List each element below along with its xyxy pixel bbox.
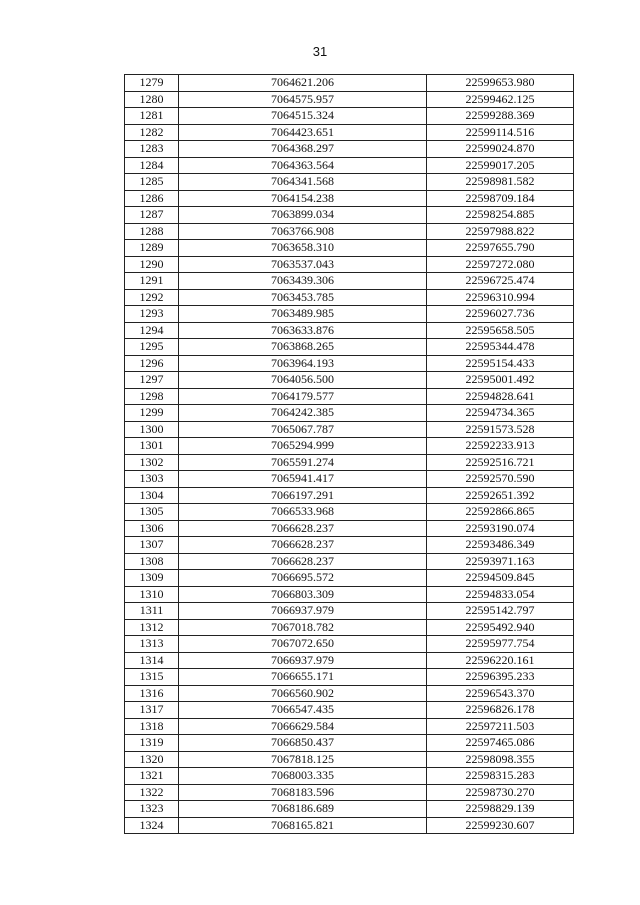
x-coordinate-cell: 7066937.979 [179,603,427,620]
table-row [125,75,574,92]
y-coordinate-cell: 22595658.505 [427,322,574,339]
y-coordinate-cell: 22594509.845 [427,570,574,587]
table-row [125,636,574,653]
table-row [125,801,574,818]
point-number-cell: 1280 [125,91,179,108]
y-coordinate-cell: 22599288.369 [427,108,574,125]
y-coordinate-cell: 22597465.086 [427,735,574,752]
point-number-cell: 1292 [125,289,179,306]
table-row [125,768,574,785]
y-coordinate-cell: 22592651.392 [427,487,574,504]
point-number-cell: 1293 [125,306,179,323]
y-coordinate-cell: 22594734.365 [427,405,574,422]
y-coordinate-cell: 22599462.125 [427,91,574,108]
y-coordinate-cell: 22599017.205 [427,157,574,174]
point-number-cell: 1313 [125,636,179,653]
point-number-cell: 1314 [125,652,179,669]
x-coordinate-cell: 7064423.651 [179,124,427,141]
y-coordinate-cell: 22592233.913 [427,438,574,455]
y-coordinate-cell: 22591573.528 [427,421,574,438]
point-number-cell: 1308 [125,553,179,570]
table-row [125,619,574,636]
table-row [125,157,574,174]
x-coordinate-cell: 7064621.206 [179,75,427,92]
x-coordinate-cell: 7066655.171 [179,669,427,686]
x-coordinate-cell: 7063633.876 [179,322,427,339]
y-coordinate-cell: 22596725.474 [427,273,574,290]
x-coordinate-cell: 7066533.968 [179,504,427,521]
y-coordinate-cell: 22593486.349 [427,537,574,554]
point-number-cell: 1294 [125,322,179,339]
point-number-cell: 1318 [125,718,179,735]
table-row [125,124,574,141]
x-coordinate-cell: 7063899.034 [179,207,427,224]
point-number-cell: 1300 [125,421,179,438]
y-coordinate-cell: 22595001.492 [427,372,574,389]
x-coordinate-cell: 7066197.291 [179,487,427,504]
table-row [125,735,574,752]
point-number-cell: 1279 [125,75,179,92]
point-number-cell: 1312 [125,619,179,636]
table-row [125,405,574,422]
x-coordinate-cell: 7063868.265 [179,339,427,356]
y-coordinate-cell: 22597211.503 [427,718,574,735]
y-coordinate-cell: 22598829.139 [427,801,574,818]
x-coordinate-cell: 7068165.821 [179,817,427,834]
y-coordinate-cell: 22596220.161 [427,652,574,669]
table-row [125,520,574,537]
x-coordinate-cell: 7067818.125 [179,751,427,768]
y-coordinate-cell: 22597272.080 [427,256,574,273]
table-row [125,685,574,702]
table-row [125,537,574,554]
x-coordinate-cell: 7068003.335 [179,768,427,785]
coordinates-table-body [125,75,574,834]
table-row [125,355,574,372]
coordinates-table [124,74,574,834]
y-coordinate-cell: 22598254.885 [427,207,574,224]
y-coordinate-cell: 22598981.582 [427,174,574,191]
point-number-cell: 1305 [125,504,179,521]
point-number-cell: 1291 [125,273,179,290]
point-number-cell: 1297 [125,372,179,389]
y-coordinate-cell: 22595142.797 [427,603,574,620]
point-number-cell: 1299 [125,405,179,422]
point-number-cell: 1321 [125,768,179,785]
x-coordinate-cell: 7064179.577 [179,388,427,405]
table-row [125,586,574,603]
y-coordinate-cell: 22598315.283 [427,768,574,785]
point-number-cell: 1307 [125,537,179,554]
x-coordinate-cell: 7064341.568 [179,174,427,191]
table-row [125,570,574,587]
x-coordinate-cell: 7064056.500 [179,372,427,389]
x-coordinate-cell: 7066850.437 [179,735,427,752]
x-coordinate-cell: 7063964.193 [179,355,427,372]
x-coordinate-cell: 7064363.564 [179,157,427,174]
y-coordinate-cell: 22592516.721 [427,454,574,471]
point-number-cell: 1323 [125,801,179,818]
point-number-cell: 1290 [125,256,179,273]
point-number-cell: 1281 [125,108,179,125]
table-row [125,421,574,438]
table-row [125,223,574,240]
table-row [125,487,574,504]
point-number-cell: 1309 [125,570,179,587]
point-number-cell: 1283 [125,141,179,158]
y-coordinate-cell: 22598098.355 [427,751,574,768]
x-coordinate-cell: 7064368.297 [179,141,427,158]
x-coordinate-cell: 7065941.417 [179,471,427,488]
y-coordinate-cell: 22592866.865 [427,504,574,521]
y-coordinate-cell: 22592570.590 [427,471,574,488]
table-row [125,553,574,570]
y-coordinate-cell: 22597988.822 [427,223,574,240]
point-number-cell: 1322 [125,784,179,801]
x-coordinate-cell: 7064515.324 [179,108,427,125]
x-coordinate-cell: 7066803.309 [179,586,427,603]
point-number-cell: 1306 [125,520,179,537]
x-coordinate-cell: 7066629.584 [179,718,427,735]
y-coordinate-cell: 22593971.163 [427,553,574,570]
x-coordinate-cell: 7066628.237 [179,537,427,554]
table-row [125,240,574,257]
y-coordinate-cell: 22594833.054 [427,586,574,603]
table-row [125,372,574,389]
x-coordinate-cell: 7063766.908 [179,223,427,240]
point-number-cell: 1304 [125,487,179,504]
x-coordinate-cell: 7065294.999 [179,438,427,455]
y-coordinate-cell: 22599230.607 [427,817,574,834]
point-number-cell: 1317 [125,702,179,719]
y-coordinate-cell: 22595154.433 [427,355,574,372]
point-number-cell: 1287 [125,207,179,224]
x-coordinate-cell: 7066560.902 [179,685,427,702]
y-coordinate-cell: 22596027.736 [427,306,574,323]
x-coordinate-cell: 7064154.238 [179,190,427,207]
y-coordinate-cell: 22598730.270 [427,784,574,801]
y-coordinate-cell: 22597655.790 [427,240,574,257]
table-row [125,108,574,125]
x-coordinate-cell: 7065591.274 [179,454,427,471]
table-row [125,652,574,669]
x-coordinate-cell: 7066547.435 [179,702,427,719]
y-coordinate-cell: 22596543.370 [427,685,574,702]
point-number-cell: 1320 [125,751,179,768]
x-coordinate-cell: 7064575.957 [179,91,427,108]
y-coordinate-cell: 22599024.870 [427,141,574,158]
table-row [125,702,574,719]
table-row [125,207,574,224]
y-coordinate-cell: 22594828.641 [427,388,574,405]
point-number-cell: 1302 [125,454,179,471]
x-coordinate-cell: 7067018.782 [179,619,427,636]
x-coordinate-cell: 7066937.979 [179,652,427,669]
y-coordinate-cell: 22595977.754 [427,636,574,653]
table-row [125,256,574,273]
x-coordinate-cell: 7063489.985 [179,306,427,323]
point-number-cell: 1296 [125,355,179,372]
x-coordinate-cell: 7066695.572 [179,570,427,587]
point-number-cell: 1324 [125,817,179,834]
table-row [125,273,574,290]
point-number-cell: 1288 [125,223,179,240]
y-coordinate-cell: 22596826.178 [427,702,574,719]
x-coordinate-cell: 7068186.689 [179,801,427,818]
point-number-cell: 1289 [125,240,179,257]
x-coordinate-cell: 7067072.650 [179,636,427,653]
x-coordinate-cell: 7068183.596 [179,784,427,801]
y-coordinate-cell: 22596395.233 [427,669,574,686]
point-number-cell: 1295 [125,339,179,356]
point-number-cell: 1311 [125,603,179,620]
table-row [125,190,574,207]
page-number: 31 [312,44,328,59]
table-row [125,141,574,158]
x-coordinate-cell: 7066628.237 [179,553,427,570]
y-coordinate-cell: 22599114.516 [427,124,574,141]
y-coordinate-cell: 22596310.994 [427,289,574,306]
point-number-cell: 1286 [125,190,179,207]
point-number-cell: 1301 [125,438,179,455]
x-coordinate-cell: 7063453.785 [179,289,427,306]
y-coordinate-cell: 22595344.478 [427,339,574,356]
table-row [125,339,574,356]
table-row [125,784,574,801]
table-row [125,289,574,306]
table-row [125,174,574,191]
point-number-cell: 1285 [125,174,179,191]
table-row [125,322,574,339]
table-row [125,669,574,686]
table-row [125,603,574,620]
table-row [125,454,574,471]
point-number-cell: 1298 [125,388,179,405]
y-coordinate-cell: 22595492.940 [427,619,574,636]
table-row [125,438,574,455]
point-number-cell: 1310 [125,586,179,603]
y-coordinate-cell: 22593190.074 [427,520,574,537]
x-coordinate-cell: 7063439.306 [179,273,427,290]
y-coordinate-cell: 22598709.184 [427,190,574,207]
table-row [125,718,574,735]
table-row [125,504,574,521]
table-row [125,91,574,108]
point-number-cell: 1284 [125,157,179,174]
point-number-cell: 1316 [125,685,179,702]
x-coordinate-cell: 7063658.310 [179,240,427,257]
table-row [125,388,574,405]
x-coordinate-cell: 7066628.237 [179,520,427,537]
x-coordinate-cell: 7064242.385 [179,405,427,422]
table-row [125,817,574,834]
point-number-cell: 1315 [125,669,179,686]
x-coordinate-cell: 7065067.787 [179,421,427,438]
table-row [125,471,574,488]
table-row [125,751,574,768]
x-coordinate-cell: 7063537.043 [179,256,427,273]
point-number-cell: 1303 [125,471,179,488]
point-number-cell: 1282 [125,124,179,141]
table-row [125,306,574,323]
y-coordinate-cell: 22599653.980 [427,75,574,92]
point-number-cell: 1319 [125,735,179,752]
